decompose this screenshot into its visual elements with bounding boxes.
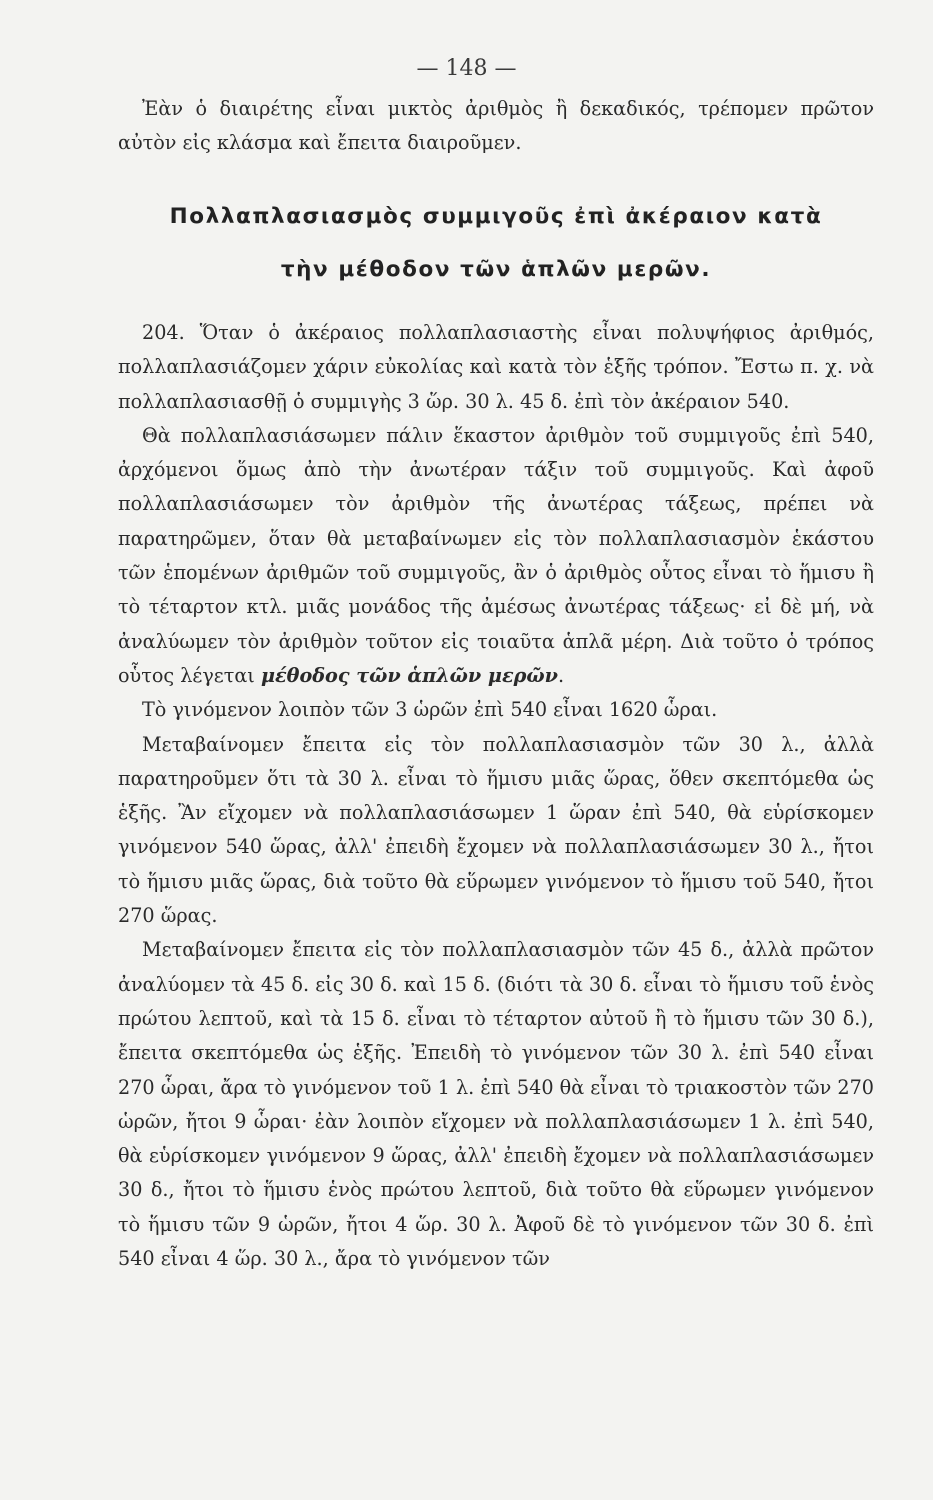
paragraph-method bbox=[118, 419, 874, 693]
opening-paragraph: Ἐὰν ὁ διαιρέτης εἶναι μικτὸς ἀριθμὸς ἢ δεκαδικός, τρέπομεν πρῶτον αὐτὸν εἰς κλάσμα καὶ ἔπειτα διαιροῦμεν. bbox=[118, 97, 874, 155]
page-number: — 148 — bbox=[416, 56, 517, 81]
body-text bbox=[118, 316, 874, 1276]
opening-paragraph-block bbox=[118, 92, 874, 161]
paragraph-minutes-product: Μεταβαίνομεν ἔπειτα εἰς τὸν πολλαπλασιασμὸν τῶν 30 λ., ἀλλὰ παρατηροῦμεν ὅτι τὰ 30 λ. εἶναι τὸ ἥμισυ μιᾶς ὥρας, ὅθεν σκεπτόμεθα ὡς ἑξῆς. Ἂν εἴχομεν νὰ πολλαπλασιάσωμεν 1 ὥραν ἐπὶ 540, θὰ εὑρίσκομεν γινόμενον 540 ὥρας, ἀλλ' ἐπειδὴ ἔχομεν νὰ πολλαπλασιάσωμεν 30 λ., ἤτοι τὸ ἥμισυ μιᾶς ὥρας, διὰ τοῦτο θὰ εὕρωμεν γινόμενον τὸ ἥμισυ τοῦ 540, ἤτοι 270 ὥρας. bbox=[118, 732, 874, 928]
section-heading-line-2: τὴν μέθοδον τῶν ἁπλῶν μερῶν. bbox=[280, 257, 712, 282]
paragraph-method-text: Θὰ πολλαπλασιάσωμεν πάλιν ἕκαστον ἀριθμὸν τοῦ συμμιγοῦς ἐπὶ 540, ἀρχόμενοι ὅμως ἀπὸ τὴν ἀνωτέραν τάξιν τοῦ συμμιγοῦς. Καὶ ἀφοῦ πολλαπλασιάσωμεν τὸν ἀριθμὸν τῆς ἀνωτέρας τάξεως, πρέπει νὰ παρατηρῶμεν, ὅταν θὰ μεταβαίνωμεν εἰς τὸν πολλαπλασιασμὸν ἑκάστου τῶν ἑπομένων ἀριθμῶν τοῦ συμμιγοῦς, ἂν ὁ ἀριθμὸς οὗτος εἶναι τὸ ἥμισυ ἢ τὸ τέταρτον κτλ. μιᾶς μονάδος τῆς ἀμέσως ἀνωτέρας τάξεως· εἰ δὲ μή, νὰ ἀναλύωμεν τὸν ἀριθμὸν τοῦτον εἰς τοιαῦτα ἁπλᾶ μέρη. Διὰ τοῦτο ὁ τρόπος οὗτος λέγεται bbox=[118, 423, 874, 687]
paragraph-seconds-product: Μεταβαίνομεν ἔπειτα εἰς τὸν πολλαπλασιασμὸν τῶν 45 δ., ἀλλὰ πρῶτον ἀναλύομεν τὰ 45 δ. εἰς 30 δ. καὶ 15 δ. (διότι τὰ 30 δ. εἶναι τὸ ἥμισυ τοῦ ἑνὸς πρώτου λεπτοῦ, καὶ τὰ 15 δ. εἶναι τὸ τέταρτον αὐτοῦ ἢ τὸ ἥμισυ τῶν 30 δ.), ἔπειτα σκεπτόμεθα ὡς ἑξῆς. Ἐπειδὴ τὸ γινόμενον τῶν 30 λ. ἐπὶ 540 εἶναι 270 ὧραι, ἄρα τὸ γινόμενον τοῦ 1 λ. ἐπὶ 540 θὰ εἶναι τὸ τριακοστὸν τῶν 270 ὡρῶν, ἤτοι 9 ὧραι· ἐὰν λοιπὸν εἴχομεν νὰ πολλαπλασιάσωμεν 1 λ. ἐπὶ 540, θὰ εὑρίσκομεν γινόμενον 9 ὥρας, ἀλλ' ἐπειδὴ ἔχομεν νὰ πολλαπλασιάσωμεν 30 δ., ἤτοι τὸ ἥμισυ ἑνὸς πρώτου λεπτοῦ, διὰ τοῦτο θὰ εὕρωμεν γινόμενον τὸ ἥμισυ τῶν 9 ὡρῶν, ἤτοι 4 ὥρ. 30 λ. Ἀφοῦ δὲ τὸ γινόμενον τῶν 30 δ. ἐπὶ 540 εἶναι 4 ὥρ. 30 λ., ἄρα τὸ γινόμενον τῶν bbox=[118, 938, 874, 1271]
paragraph-204: 204. Ὅταν ὁ ἀκέραιος πολλαπλασιαστὴς εἶναι πολυψήφιος ἀριθμός, πολλαπλασιάζομεν χάριν εὐκολίας καὶ κατὰ τὸν ἑξῆς τρόπον. Ἔστω π. χ. νὰ πολλαπλασιασθῇ ὁ συμμιγὴς 3 ὥρ. 30 λ. 45 δ. ἐπὶ τὸν ἀκέραιον 540. bbox=[118, 321, 874, 413]
method-name-emphasis: μέθοδος τῶν ἁπλῶν μερῶν bbox=[260, 663, 558, 687]
section-heading-line-1: Πολλαπλασιασμὸς συμμιγοῦς ἐπὶ ἀκέραιον κατὰ bbox=[169, 204, 823, 229]
paragraph-hours-product: Τὸ γινόμενον λοιπὸν τῶν 3 ὡρῶν ἐπὶ 540 εἶναι 1620 ὧραι. bbox=[142, 698, 718, 722]
paragraph-method-end: . bbox=[557, 663, 565, 687]
